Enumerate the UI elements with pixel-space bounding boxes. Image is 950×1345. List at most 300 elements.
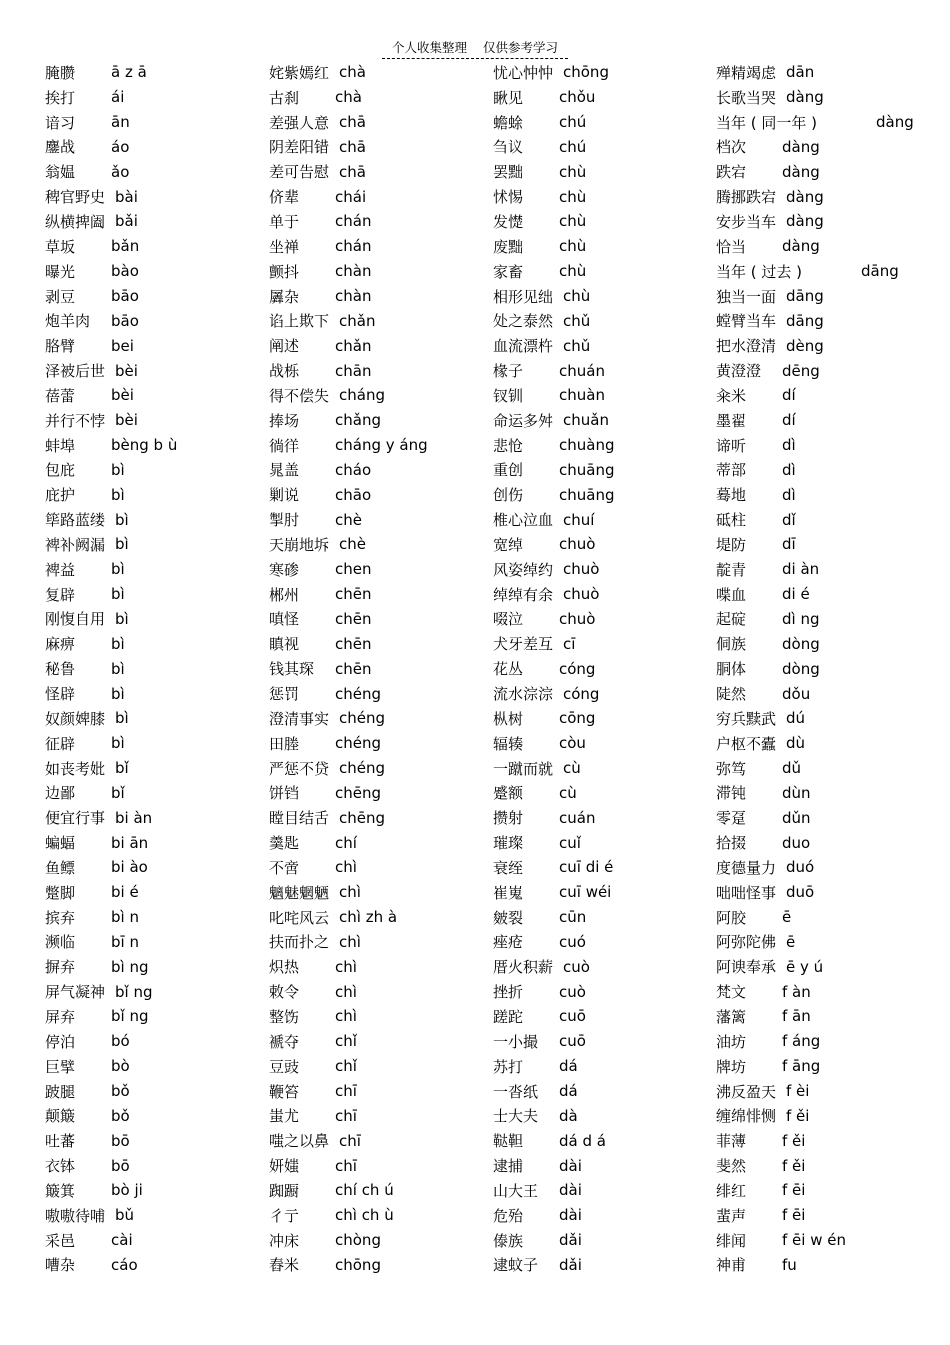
vocab-pinyin: chǔ bbox=[563, 336, 591, 355]
vocab-word: 神甫 bbox=[716, 1256, 747, 1275]
vocab-word: 跌宕 bbox=[716, 163, 747, 182]
vocab-pinyin: cuò bbox=[559, 982, 586, 1001]
vocab-word: 沸反盈天 bbox=[716, 1082, 777, 1101]
vocab-word: 当年 ( 同一年 ) bbox=[716, 113, 818, 132]
vocab-word: 炽热 bbox=[269, 958, 300, 977]
vocab-row bbox=[45, 507, 177, 532]
vocab-row bbox=[493, 780, 614, 805]
vocab-row bbox=[493, 135, 614, 160]
vocab-word: 怵惕 bbox=[493, 188, 524, 207]
vocab-word: 罢黜 bbox=[493, 163, 524, 182]
vocab-row bbox=[45, 656, 177, 681]
vocab-word: 复辟 bbox=[45, 585, 76, 604]
vocab-pinyin: chéng bbox=[339, 709, 386, 728]
vocab-row bbox=[45, 855, 177, 880]
vocab-word: 剥豆 bbox=[45, 287, 76, 306]
vocab-pinyin: f àn bbox=[782, 982, 811, 1001]
vocab-word: 悲怆 bbox=[493, 436, 524, 455]
vocab-pinyin: dàng bbox=[876, 113, 914, 132]
vocab-row bbox=[716, 159, 914, 184]
vocab-word: 裨益 bbox=[45, 560, 76, 579]
vocab-word: 斐然 bbox=[716, 1157, 747, 1176]
vocab-row bbox=[493, 110, 614, 135]
vocab-pinyin: cuó bbox=[559, 932, 586, 951]
vocab-pinyin: chāo bbox=[335, 485, 372, 504]
vocab-pinyin: chōng bbox=[563, 63, 609, 82]
vocab-word: 嘈杂 bbox=[45, 1256, 76, 1275]
vocab-pinyin: f ān bbox=[782, 1007, 811, 1026]
vocab-word: 弥笃 bbox=[716, 759, 747, 778]
vocab-pinyin: dòng bbox=[782, 659, 820, 678]
vocab-row bbox=[493, 1128, 614, 1153]
vocab-word: 屏弃 bbox=[45, 1007, 76, 1026]
vocab-pinyin: ǎo bbox=[111, 162, 130, 181]
vocab-word: 踟蹰 bbox=[269, 1181, 300, 1200]
vocab-pinyin: dàng bbox=[782, 137, 820, 156]
vocab-pinyin: áo bbox=[111, 137, 130, 156]
vocab-row bbox=[45, 607, 177, 632]
vocab-word: 黄澄澄 bbox=[716, 362, 762, 381]
vocab-pinyin: bì n bbox=[111, 908, 139, 927]
vocab-row bbox=[45, 880, 177, 905]
vocab-word: 得不偿失 bbox=[269, 386, 330, 405]
vocab-row bbox=[45, 756, 177, 781]
vocab-column-3 bbox=[493, 60, 614, 1277]
vocab-row bbox=[716, 756, 914, 781]
vocab-pinyin: cù bbox=[563, 759, 581, 778]
vocab-row bbox=[716, 805, 914, 830]
vocab-row bbox=[716, 110, 914, 135]
vocab-row bbox=[269, 607, 428, 632]
vocab-pinyin: chēn bbox=[335, 585, 372, 604]
vocab-row bbox=[493, 681, 614, 706]
vocab-pinyin: chù bbox=[559, 212, 587, 231]
vocab-pinyin: cù bbox=[559, 783, 577, 802]
vocab-row bbox=[45, 1203, 177, 1228]
vocab-pinyin: chòng bbox=[335, 1231, 381, 1250]
vocab-word: 谄上欺下 bbox=[269, 312, 330, 331]
vocab-row bbox=[269, 259, 428, 284]
vocab-word: 阐述 bbox=[269, 337, 300, 356]
vocab-row bbox=[269, 681, 428, 706]
vocab-pinyin: dà bbox=[559, 1106, 578, 1125]
vocab-word: 命运多舛 bbox=[493, 411, 554, 430]
vocab-pinyin: chàn bbox=[335, 287, 372, 306]
vocab-row bbox=[493, 1004, 614, 1029]
vocab-word: 花丛 bbox=[493, 660, 524, 679]
vocab-pinyin: bi àn bbox=[115, 808, 153, 827]
vocab-row bbox=[45, 954, 177, 979]
vocab-word: 筚路蓝缕 bbox=[45, 511, 106, 530]
vocab-pinyin: chī bbox=[335, 1106, 357, 1125]
vocab-word: 相形见绌 bbox=[493, 287, 554, 306]
vocab-row bbox=[493, 557, 614, 582]
vocab-word: 滞钝 bbox=[716, 784, 747, 803]
vocab-row bbox=[493, 706, 614, 731]
vocab-word: 长歌当哭 bbox=[716, 88, 777, 107]
vocab-row bbox=[493, 358, 614, 383]
vocab-pinyin: chuàn bbox=[559, 386, 605, 405]
vocab-word: 饼铛 bbox=[269, 784, 300, 803]
vocab-row bbox=[716, 582, 914, 607]
vocab-pinyin: bì bbox=[111, 460, 125, 479]
vocab-word: 逮捕 bbox=[493, 1157, 524, 1176]
vocab-word: 并行不悖 bbox=[45, 411, 106, 430]
vocab-pinyin: chéng bbox=[335, 684, 382, 703]
vocab-word: 鏖战 bbox=[45, 138, 76, 157]
vocab-pinyin: dí bbox=[782, 386, 796, 405]
vocab-word: 蚩尤 bbox=[269, 1107, 300, 1126]
vocab-row bbox=[493, 756, 614, 781]
vocab-row bbox=[716, 607, 914, 632]
vocab-row bbox=[493, 85, 614, 110]
vocab-word: 便宜行事 bbox=[45, 809, 106, 828]
vocab-word: 簸箕 bbox=[45, 1181, 76, 1200]
vocab-pinyin: cháng bbox=[339, 386, 385, 405]
vocab-pinyin: cuī wéi bbox=[559, 883, 612, 902]
vocab-pinyin: cōng bbox=[559, 709, 596, 728]
vocab-row bbox=[269, 333, 428, 358]
vocab-row bbox=[716, 1079, 914, 1104]
vocab-pinyin: cī bbox=[563, 634, 576, 653]
vocab-row bbox=[45, 1029, 177, 1054]
vocab-pinyin: chuò bbox=[559, 609, 596, 628]
vocab-pinyin: dǔ bbox=[782, 759, 802, 778]
vocab-word: 停泊 bbox=[45, 1032, 76, 1051]
vocab-pinyin: chù bbox=[563, 287, 591, 306]
vocab-word: 谙习 bbox=[45, 113, 76, 132]
vocab-row bbox=[269, 582, 428, 607]
vocab-word: 梵文 bbox=[716, 983, 747, 1002]
vocab-row bbox=[716, 1029, 914, 1054]
vocab-word: 一小撮 bbox=[493, 1032, 539, 1051]
vocab-pinyin: chuāng bbox=[559, 460, 615, 479]
vocab-row bbox=[269, 706, 428, 731]
vocab-word: 攒射 bbox=[493, 809, 524, 828]
vocab-word: 惩罚 bbox=[269, 685, 300, 704]
vocab-word: 羹匙 bbox=[269, 834, 300, 853]
vocab-pinyin: chè bbox=[339, 535, 366, 554]
vocab-row bbox=[493, 1054, 614, 1079]
vocab-word: 辐辏 bbox=[493, 734, 524, 753]
vocab-word: 拾掇 bbox=[716, 834, 747, 853]
vocab-word: 挨打 bbox=[45, 88, 76, 107]
vocab-word: 古刹 bbox=[269, 88, 300, 107]
vocab-pinyin: dá bbox=[559, 1057, 578, 1076]
vocab-row bbox=[716, 830, 914, 855]
vocab-pinyin: bài bbox=[115, 187, 138, 206]
vocab-word: 吐蕃 bbox=[45, 1132, 76, 1151]
vocab-word: 重创 bbox=[493, 461, 524, 480]
vocab-word: 徜徉 bbox=[269, 436, 300, 455]
vocab-row bbox=[716, 656, 914, 681]
vocab-word: 侗族 bbox=[716, 635, 747, 654]
vocab-row bbox=[493, 284, 614, 309]
vocab-word: 度德量力 bbox=[716, 858, 777, 877]
vocab-row bbox=[716, 1228, 914, 1253]
vocab-word: 血流漂杵 bbox=[493, 337, 554, 356]
vocab-word: 蜚声 bbox=[716, 1206, 747, 1225]
vocab-pinyin: chuán bbox=[559, 361, 605, 380]
vocab-pinyin: dàng bbox=[786, 187, 824, 206]
vocab-word: 羼杂 bbox=[269, 287, 300, 306]
vocab-pinyin: bèi bbox=[111, 386, 134, 405]
vocab-row bbox=[269, 1103, 428, 1128]
vocab-row bbox=[269, 1029, 428, 1054]
vocab-row bbox=[45, 433, 177, 458]
vocab-word: 郴州 bbox=[269, 585, 300, 604]
vocab-row bbox=[45, 1103, 177, 1128]
vocab-pinyin: cūn bbox=[559, 908, 587, 927]
vocab-word: 颠簸 bbox=[45, 1107, 76, 1126]
vocab-word: 瞅见 bbox=[493, 88, 524, 107]
vocab-word: 安步当车 bbox=[716, 212, 777, 231]
vocab-pinyin: bì bbox=[111, 684, 125, 703]
vocab-pinyin: chī bbox=[335, 1082, 357, 1101]
vocab-row bbox=[269, 358, 428, 383]
vocab-row bbox=[493, 482, 614, 507]
vocab-row bbox=[269, 780, 428, 805]
vocab-pinyin: chì bbox=[339, 932, 361, 951]
vocab-pinyin: ē y ú bbox=[786, 957, 824, 976]
vocab-word: 草坂 bbox=[45, 237, 76, 256]
vocab-row bbox=[493, 60, 614, 85]
vocab-word: 菲薄 bbox=[716, 1132, 747, 1151]
vocab-row bbox=[716, 60, 914, 85]
vocab-word: 籴米 bbox=[716, 386, 747, 405]
vocab-word: 胳臂 bbox=[45, 337, 76, 356]
vocab-word: 殚精竭虑 bbox=[716, 63, 777, 82]
vocab-word: 阴差阳错 bbox=[269, 138, 330, 157]
vocab-word: 风姿绰约 bbox=[493, 560, 554, 579]
vocab-word: 绯闻 bbox=[716, 1231, 747, 1250]
vocab-pinyin: bì bbox=[115, 535, 129, 554]
vocab-row bbox=[493, 1178, 614, 1203]
vocab-row bbox=[269, 209, 428, 234]
vocab-row bbox=[45, 1253, 177, 1278]
vocab-pinyin: bì bbox=[115, 510, 129, 529]
vocab-word: 阿胶 bbox=[716, 908, 747, 927]
vocab-word: 阿谀奉承 bbox=[716, 958, 777, 977]
vocab-word: 逮蚊子 bbox=[493, 1256, 539, 1275]
vocab-word: 如丧考妣 bbox=[45, 759, 106, 778]
vocab-pinyin: chè bbox=[335, 510, 362, 529]
vocab-pinyin: chen bbox=[335, 560, 372, 579]
vocab-row bbox=[493, 259, 614, 284]
vocab-word: 跛腿 bbox=[45, 1082, 76, 1101]
vocab-pinyin: dǎi bbox=[559, 1231, 582, 1250]
vocab-pinyin: bi é bbox=[111, 883, 139, 902]
vocab-row bbox=[45, 830, 177, 855]
vocab-pinyin: chì bbox=[335, 858, 357, 877]
vocab-word: 椽子 bbox=[493, 362, 524, 381]
vocab-word: 椎心泣血 bbox=[493, 511, 554, 530]
vocab-word: 泽被后世 bbox=[45, 362, 106, 381]
vocab-pinyin: chǔ bbox=[563, 311, 591, 330]
vocab-row bbox=[269, 631, 428, 656]
vocab-row bbox=[493, 930, 614, 955]
vocab-word: 腾挪跌宕 bbox=[716, 188, 777, 207]
vocab-word: 嗔怪 bbox=[269, 610, 300, 629]
vocab-word: 侪辈 bbox=[269, 188, 300, 207]
vocab-pinyin: chì bbox=[335, 1007, 357, 1026]
vocab-word: 废黜 bbox=[493, 237, 524, 256]
vocab-pinyin: chī bbox=[335, 1156, 357, 1175]
vocab-word: 征辟 bbox=[45, 734, 76, 753]
vocab-row bbox=[45, 1079, 177, 1104]
vocab-word: 蒂部 bbox=[716, 461, 747, 480]
vocab-word: 稗官野史 bbox=[45, 188, 106, 207]
vocab-pinyin: chuǎn bbox=[563, 411, 609, 430]
vocab-row bbox=[269, 805, 428, 830]
vocab-row bbox=[45, 805, 177, 830]
vocab-row bbox=[716, 731, 914, 756]
vocab-word: 山大王 bbox=[493, 1181, 539, 1200]
vocab-pinyin: bì bbox=[115, 609, 129, 628]
vocab-row bbox=[269, 1079, 428, 1104]
vocab-pinyin: bāo bbox=[111, 287, 139, 306]
vocab-word: 危殆 bbox=[493, 1206, 524, 1225]
vocab-row bbox=[269, 383, 428, 408]
vocab-row bbox=[269, 1054, 428, 1079]
vocab-word: 姹紫嫣红 bbox=[269, 63, 330, 82]
vocab-word: 鱼鳔 bbox=[45, 858, 76, 877]
vocab-row bbox=[716, 135, 914, 160]
vocab-word: 墨翟 bbox=[716, 411, 747, 430]
vocab-pinyin: chì ch ù bbox=[335, 1206, 394, 1225]
vocab-word: 蹉跎 bbox=[493, 1007, 524, 1026]
vocab-pinyin: dǔn bbox=[782, 808, 811, 827]
vocab-row bbox=[45, 408, 177, 433]
vocab-pinyin: bì bbox=[115, 709, 129, 728]
vocab-pinyin: chēn bbox=[335, 634, 372, 653]
vocab-pinyin: chǎn bbox=[335, 336, 372, 355]
vocab-row bbox=[269, 60, 428, 85]
vocab-row bbox=[45, 532, 177, 557]
vocab-pinyin: dài bbox=[559, 1181, 582, 1200]
vocab-row bbox=[269, 184, 428, 209]
vocab-pinyin: dāng bbox=[861, 262, 899, 281]
vocab-row bbox=[493, 905, 614, 930]
vocab-row bbox=[269, 954, 428, 979]
vocab-pinyin: f āng bbox=[782, 1057, 821, 1076]
vocab-pinyin: bì bbox=[111, 734, 125, 753]
vocab-word: 痤疮 bbox=[493, 933, 524, 952]
vocab-word: 舂米 bbox=[269, 1256, 300, 1275]
vocab-row bbox=[716, 557, 914, 582]
vocab-row bbox=[45, 60, 177, 85]
vocab-pinyin: cuò bbox=[563, 957, 590, 976]
vocab-row bbox=[493, 631, 614, 656]
vocab-pinyin: dì bbox=[782, 460, 796, 479]
vocab-pinyin: dàng bbox=[782, 162, 820, 181]
vocab-row bbox=[716, 631, 914, 656]
vocab-pinyin: dá d á bbox=[559, 1131, 606, 1150]
vocab-pinyin: chǎn bbox=[339, 311, 376, 330]
vocab-pinyin: chuò bbox=[559, 535, 596, 554]
vocab-row bbox=[269, 1203, 428, 1228]
vocab-pinyin: dǒu bbox=[782, 684, 811, 703]
vocab-row bbox=[45, 582, 177, 607]
vocab-row bbox=[493, 1153, 614, 1178]
vocab-row bbox=[45, 557, 177, 582]
vocab-word: 战栎 bbox=[269, 362, 300, 381]
vocab-word: 独当一面 bbox=[716, 287, 777, 306]
vocab-word: 犬牙差互 bbox=[493, 635, 554, 654]
vocab-row bbox=[716, 681, 914, 706]
vocab-pinyin: chì zh à bbox=[339, 908, 398, 927]
vocab-pinyin: bì bbox=[111, 585, 125, 604]
vocab-row bbox=[45, 631, 177, 656]
vocab-pinyin: bò ji bbox=[111, 1181, 143, 1200]
vocab-row bbox=[45, 731, 177, 756]
vocab-row bbox=[716, 532, 914, 557]
vocab-word: 忧心忡忡 bbox=[493, 63, 554, 82]
vocab-pinyin: di àn bbox=[782, 560, 820, 579]
vocab-pinyin: chǐ bbox=[335, 1057, 357, 1076]
vocab-pinyin: cuō bbox=[559, 1007, 586, 1026]
vocab-word: 阿弥陀佛 bbox=[716, 933, 777, 952]
vocab-row bbox=[269, 1253, 428, 1278]
vocab-pinyin: fu bbox=[782, 1255, 797, 1274]
vocab-word: 奴颜婢膝 bbox=[45, 709, 106, 728]
vocab-row bbox=[45, 85, 177, 110]
vocab-row bbox=[269, 756, 428, 781]
vocab-pinyin: cháng y áng bbox=[335, 436, 428, 455]
vocab-row bbox=[493, 408, 614, 433]
vocab-row bbox=[493, 1029, 614, 1054]
vocab-word: 澄清事实 bbox=[269, 709, 330, 728]
vocab-row bbox=[45, 135, 177, 160]
vocab-word: 堤防 bbox=[716, 535, 747, 554]
vocab-row bbox=[45, 1228, 177, 1253]
vocab-word: 蹩脚 bbox=[45, 883, 76, 902]
vocab-word: 一蹴而就 bbox=[493, 759, 554, 778]
vocab-word: 衣钵 bbox=[45, 1157, 76, 1176]
vocab-row bbox=[45, 333, 177, 358]
vocab-word: 鞭笞 bbox=[269, 1082, 300, 1101]
vocab-word: 坐禅 bbox=[269, 237, 300, 256]
vocab-pinyin: f ēi w én bbox=[782, 1231, 846, 1250]
vocab-word: 褫夺 bbox=[269, 1032, 300, 1051]
vocab-row bbox=[493, 433, 614, 458]
vocab-row bbox=[493, 458, 614, 483]
vocab-pinyin: chù bbox=[559, 187, 587, 206]
vocab-row bbox=[716, 780, 914, 805]
vocab-word: 流水淙淙 bbox=[493, 685, 554, 704]
vocab-word: 起碇 bbox=[716, 610, 747, 629]
vocab-row bbox=[269, 408, 428, 433]
vocab-pinyin: f ěi bbox=[786, 1106, 810, 1125]
vocab-pinyin: cháo bbox=[335, 460, 372, 479]
vocab-row bbox=[269, 830, 428, 855]
vocab-row bbox=[45, 979, 177, 1004]
vocab-pinyin: cóng bbox=[559, 659, 596, 678]
vocab-pinyin: chǒu bbox=[559, 88, 596, 107]
vocab-row bbox=[716, 954, 914, 979]
vocab-word: 纵横捭阖 bbox=[45, 212, 106, 231]
vocab-pinyin: dàng bbox=[786, 212, 824, 231]
vocab-row bbox=[269, 880, 428, 905]
vocab-pinyin: bǐ bbox=[111, 783, 125, 802]
vocab-pinyin: dī bbox=[782, 535, 796, 554]
vocab-row bbox=[716, 979, 914, 1004]
vocab-word: 嗷嗷待哺 bbox=[45, 1206, 106, 1225]
vocab-pinyin: chǎng bbox=[335, 411, 381, 430]
vocab-pinyin: chēn bbox=[335, 659, 372, 678]
vocab-row bbox=[493, 830, 614, 855]
vocab-row bbox=[269, 557, 428, 582]
